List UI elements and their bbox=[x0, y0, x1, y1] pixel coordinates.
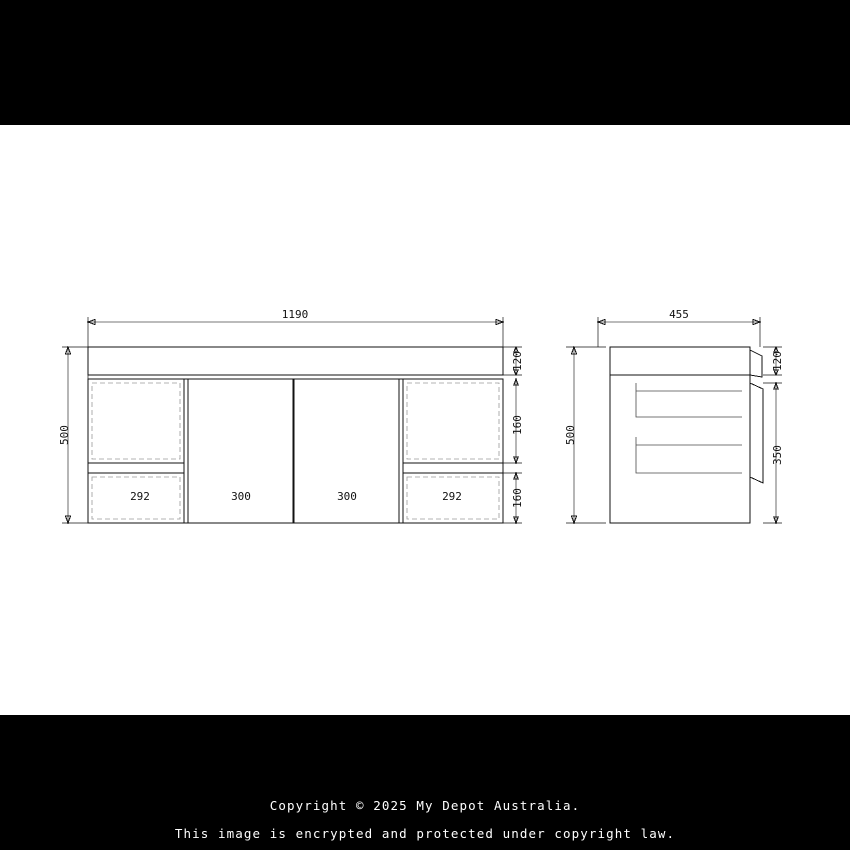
side-depth-label: 455 bbox=[669, 308, 689, 321]
front-upper-drawer-label: 160 bbox=[511, 415, 524, 435]
cabinet-body-outline bbox=[88, 379, 503, 523]
side-body-outline bbox=[610, 347, 750, 523]
side-elevation-view bbox=[564, 308, 784, 523]
front-height-dimension bbox=[58, 347, 92, 523]
front-height-label: 500 bbox=[58, 425, 71, 445]
countertop-slab bbox=[88, 347, 503, 375]
side-top-edge-detail bbox=[750, 350, 762, 377]
front-lower-drawer-label: 160 bbox=[511, 488, 524, 508]
front-segment-2-label: 300 bbox=[231, 490, 251, 503]
front-width-label: 1190 bbox=[281, 308, 309, 321]
front-top-band-label: 120 bbox=[511, 351, 524, 371]
side-body-label: 350 bbox=[771, 445, 784, 465]
technical-drawing bbox=[0, 125, 850, 715]
side-height-label: 500 bbox=[564, 425, 577, 445]
side-front-edge-detail bbox=[750, 383, 763, 483]
copyright-line-1: Copyright © 2025 My Depot Australia. bbox=[269, 798, 581, 813]
front-segment-3-label: 300 bbox=[337, 490, 357, 503]
front-segment-1-label: 292 bbox=[130, 490, 150, 503]
side-height-dimension bbox=[564, 347, 606, 523]
side-right-dimension-stack bbox=[763, 347, 784, 523]
side-depth-dimension bbox=[598, 308, 760, 347]
front-segment-4-label: 292 bbox=[442, 490, 462, 503]
front-right-dimension-stack bbox=[503, 347, 524, 523]
drawing-canvas bbox=[0, 125, 850, 715]
side-top-band-label: 120 bbox=[771, 351, 784, 371]
copyright-line-2: This image is encrypted and protected under copyright law. bbox=[174, 826, 676, 841]
front-elevation-view bbox=[58, 308, 524, 523]
